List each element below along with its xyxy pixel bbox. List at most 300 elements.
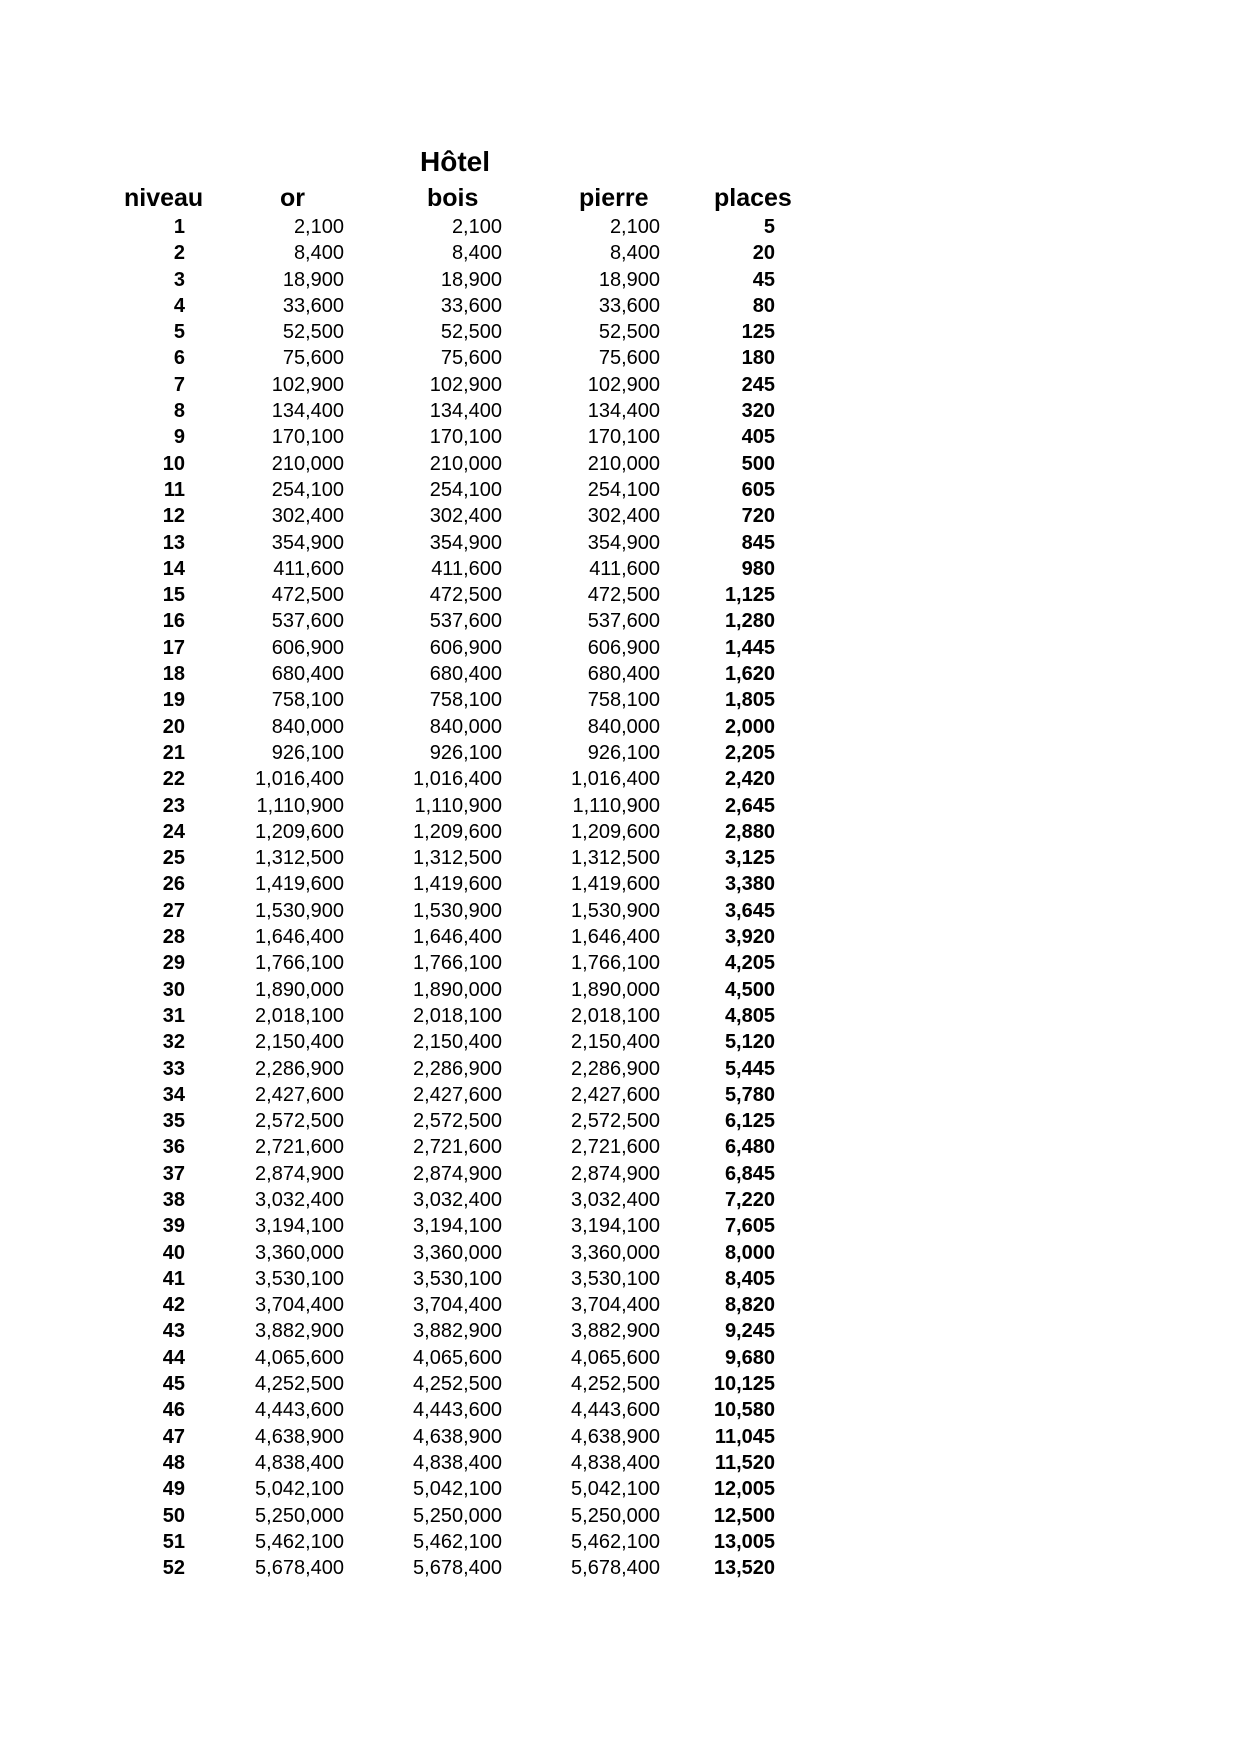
header-bois: bois — [427, 184, 479, 212]
pierre-cell: 2,150,400 — [571, 1031, 660, 1054]
or-cell: 4,838,400 — [255, 1451, 344, 1474]
niveau-cell: 14 — [162, 557, 185, 580]
table-row — [0, 1476, 900, 1502]
table-row — [0, 424, 900, 450]
places-cell: 80 — [752, 294, 775, 317]
table-row — [0, 661, 900, 687]
bois-cell: 2,100 — [451, 216, 502, 238]
niveau-cell: 49 — [162, 1478, 185, 1501]
or-cell: 2,100 — [293, 216, 344, 238]
table-row — [0, 319, 900, 345]
table-row — [0, 1397, 900, 1423]
or-cell: 5,042,100 — [255, 1478, 344, 1501]
bois-cell: 2,721,600 — [413, 1136, 502, 1159]
pierre-cell: 606,900 — [587, 636, 660, 659]
places-cell: 12,500 — [713, 1504, 775, 1527]
or-cell: 3,032,400 — [255, 1188, 344, 1211]
bois-cell: 758,100 — [429, 689, 502, 712]
niveau-cell: 50 — [162, 1504, 185, 1527]
pierre-cell: 75,600 — [598, 347, 660, 370]
or-cell: 2,572,500 — [255, 1110, 344, 1133]
or-cell: 170,100 — [271, 426, 344, 449]
bois-cell: 1,419,600 — [413, 873, 502, 896]
or-cell: 1,766,100 — [255, 952, 344, 975]
niveau-cell: 38 — [162, 1188, 185, 1211]
table-row — [0, 924, 900, 950]
bois-cell: 3,194,100 — [413, 1215, 502, 1238]
pierre-cell: 1,312,500 — [571, 847, 660, 870]
bois-cell: 4,638,900 — [413, 1425, 502, 1448]
places-cell: 6,125 — [724, 1110, 775, 1133]
bois-cell: 3,882,900 — [413, 1320, 502, 1343]
table-row — [0, 556, 900, 582]
table-row — [0, 1266, 900, 1292]
niveau-cell: 2 — [173, 242, 185, 265]
table-row — [0, 530, 900, 556]
places-cell: 6,480 — [724, 1136, 775, 1159]
bois-cell: 411,600 — [431, 557, 502, 580]
or-cell: 3,360,000 — [255, 1241, 344, 1264]
table-row — [0, 1318, 900, 1344]
bois-cell: 537,600 — [429, 610, 502, 633]
places-cell: 1,445 — [724, 636, 775, 659]
or-cell: 18,900 — [282, 268, 344, 291]
pierre-cell: 5,250,000 — [571, 1504, 660, 1527]
or-cell: 2,427,600 — [255, 1083, 344, 1106]
table-row — [0, 1240, 900, 1266]
niveau-cell: 37 — [162, 1162, 185, 1185]
bois-cell: 5,250,000 — [413, 1504, 502, 1527]
or-cell: 3,704,400 — [255, 1294, 344, 1317]
or-cell: 606,900 — [271, 636, 344, 659]
places-cell: 8,000 — [724, 1241, 775, 1264]
bois-cell: 1,312,500 — [413, 847, 502, 870]
table-row — [0, 372, 900, 398]
pierre-cell: 4,065,600 — [571, 1346, 660, 1369]
pierre-cell: 52,500 — [598, 321, 660, 344]
niveau-cell: 19 — [162, 689, 185, 712]
niveau-cell: 40 — [162, 1241, 185, 1264]
table-row — [0, 608, 900, 634]
bois-cell: 5,042,100 — [413, 1478, 502, 1501]
table-row — [0, 503, 900, 529]
or-cell: 2,721,600 — [255, 1136, 344, 1159]
pierre-cell: 8,400 — [609, 242, 660, 265]
niveau-cell: 5 — [173, 321, 185, 344]
places-cell: 500 — [741, 452, 775, 475]
bois-cell: 472,500 — [429, 584, 502, 607]
niveau-cell: 29 — [162, 952, 185, 975]
places-cell: 980 — [741, 557, 775, 580]
table-row — [0, 1108, 900, 1134]
niveau-cell: 1 — [173, 216, 185, 238]
pierre-cell: 4,443,600 — [571, 1399, 660, 1422]
data-table — [0, 214, 900, 1581]
or-cell: 926,100 — [271, 741, 344, 764]
pierre-cell: 1,419,600 — [571, 873, 660, 896]
table-row — [0, 977, 900, 1003]
places-cell: 10,580 — [713, 1399, 775, 1422]
pierre-cell: 4,252,500 — [571, 1373, 660, 1396]
bois-cell: 1,766,100 — [413, 952, 502, 975]
table-row — [0, 1555, 900, 1581]
or-cell: 472,500 — [271, 584, 344, 607]
niveau-cell: 10 — [162, 452, 185, 475]
table-row — [0, 1187, 900, 1213]
table-row — [0, 1056, 900, 1082]
pierre-cell: 1,890,000 — [571, 978, 660, 1001]
header-pierre: pierre — [579, 184, 649, 212]
bois-cell: 102,900 — [429, 373, 502, 396]
pierre-cell: 210,000 — [587, 452, 660, 475]
places-cell: 125 — [741, 321, 775, 344]
places-cell: 845 — [741, 531, 775, 554]
bois-cell: 134,400 — [429, 400, 502, 423]
places-cell: 1,805 — [724, 689, 775, 712]
places-cell: 3,920 — [724, 926, 775, 949]
pierre-cell: 2,572,500 — [571, 1110, 660, 1133]
table-row — [0, 1503, 900, 1529]
bois-cell: 1,530,900 — [413, 899, 502, 922]
bois-cell: 354,900 — [429, 531, 502, 554]
pierre-cell: 2,721,600 — [571, 1136, 660, 1159]
niveau-cell: 43 — [162, 1320, 185, 1343]
pierre-cell: 354,900 — [587, 531, 660, 554]
bois-cell: 606,900 — [429, 636, 502, 659]
table-row — [0, 871, 900, 897]
or-cell: 52,500 — [282, 321, 344, 344]
header-niveau: niveau — [124, 184, 204, 212]
bois-cell: 254,100 — [429, 478, 502, 501]
bois-cell: 1,646,400 — [413, 926, 502, 949]
places-cell: 2,645 — [724, 794, 775, 817]
table-row — [0, 714, 900, 740]
pierre-cell: 4,638,900 — [571, 1425, 660, 1448]
or-cell: 1,890,000 — [255, 978, 344, 1001]
pierre-cell: 3,704,400 — [571, 1294, 660, 1317]
niveau-cell: 20 — [162, 715, 185, 738]
table-row — [0, 1003, 900, 1029]
or-cell: 4,252,500 — [255, 1373, 344, 1396]
places-cell: 2,205 — [724, 741, 775, 764]
table-row — [0, 898, 900, 924]
bois-cell: 1,110,900 — [414, 794, 502, 817]
bois-cell: 4,252,500 — [413, 1373, 502, 1396]
or-cell: 4,638,900 — [255, 1425, 344, 1448]
table-row — [0, 1450, 900, 1476]
places-cell: 320 — [741, 400, 775, 423]
bois-cell: 3,704,400 — [413, 1294, 502, 1317]
niveau-cell: 8 — [173, 400, 185, 423]
niveau-cell: 36 — [162, 1136, 185, 1159]
niveau-cell: 21 — [162, 741, 185, 764]
pierre-cell: 1,530,900 — [571, 899, 660, 922]
or-cell: 2,286,900 — [255, 1057, 344, 1080]
bois-cell: 210,000 — [429, 452, 502, 475]
niveau-cell: 3 — [173, 268, 185, 291]
pierre-cell: 758,100 — [587, 689, 660, 712]
places-cell: 7,220 — [724, 1188, 775, 1211]
pierre-cell: 3,882,900 — [571, 1320, 660, 1343]
table-row — [0, 240, 900, 266]
pierre-cell: 472,500 — [587, 584, 660, 607]
pierre-cell: 1,110,900 — [572, 794, 660, 817]
places-cell: 8,405 — [724, 1267, 775, 1290]
niveau-cell: 11 — [163, 478, 185, 501]
pierre-cell: 18,900 — [598, 268, 660, 291]
places-cell: 1,280 — [724, 610, 775, 633]
places-cell: 10,125 — [713, 1373, 775, 1396]
table-row — [0, 1161, 900, 1187]
pierre-cell: 5,678,400 — [571, 1557, 660, 1580]
bois-cell: 4,443,600 — [413, 1399, 502, 1422]
places-cell: 9,245 — [724, 1320, 775, 1343]
niveau-cell: 33 — [162, 1057, 185, 1080]
niveau-cell: 6 — [173, 347, 185, 370]
bois-cell: 4,838,400 — [413, 1451, 502, 1474]
bois-cell: 302,400 — [429, 505, 502, 528]
bois-cell: 2,572,500 — [413, 1110, 502, 1133]
places-cell: 6,845 — [724, 1162, 775, 1185]
places-cell: 2,880 — [724, 820, 775, 843]
places-cell: 4,500 — [724, 978, 775, 1001]
table-row — [0, 1213, 900, 1239]
or-cell: 102,900 — [271, 373, 344, 396]
table-row — [0, 687, 900, 713]
pierre-cell: 33,600 — [598, 294, 660, 317]
pierre-cell: 3,032,400 — [571, 1188, 660, 1211]
or-cell: 254,100 — [271, 478, 344, 501]
bois-cell: 3,032,400 — [413, 1188, 502, 1211]
pierre-cell: 3,194,100 — [571, 1215, 660, 1238]
table-row — [0, 740, 900, 766]
or-cell: 840,000 — [271, 715, 344, 738]
niveau-cell: 22 — [162, 768, 185, 791]
or-cell: 1,209,600 — [255, 820, 344, 843]
pierre-cell: 302,400 — [587, 505, 660, 528]
places-cell: 4,805 — [724, 1004, 775, 1027]
pierre-cell: 840,000 — [587, 715, 660, 738]
places-cell: 13,005 — [713, 1530, 775, 1553]
places-cell: 3,380 — [724, 873, 775, 896]
places-cell: 2,000 — [724, 715, 775, 738]
or-cell: 134,400 — [271, 400, 344, 423]
or-cell: 2,018,100 — [255, 1004, 344, 1027]
or-cell: 1,312,500 — [255, 847, 344, 870]
places-cell: 245 — [741, 373, 775, 396]
niveau-cell: 16 — [162, 610, 185, 633]
bois-cell: 3,530,100 — [413, 1267, 502, 1290]
bois-cell: 840,000 — [429, 715, 502, 738]
or-cell: 5,678,400 — [255, 1557, 344, 1580]
niveau-cell: 44 — [162, 1346, 185, 1369]
pierre-cell: 2,874,900 — [571, 1162, 660, 1185]
table-row — [0, 819, 900, 845]
pierre-cell: 3,530,100 — [571, 1267, 660, 1290]
places-cell: 8,820 — [724, 1294, 775, 1317]
table-row — [0, 1029, 900, 1055]
niveau-cell: 45 — [162, 1373, 185, 1396]
niveau-cell: 23 — [162, 794, 185, 817]
table-row — [0, 793, 900, 819]
places-cell: 5,780 — [724, 1083, 775, 1106]
pierre-cell: 102,900 — [587, 373, 660, 396]
places-cell: 9,680 — [724, 1346, 775, 1369]
niveau-cell: 7 — [173, 373, 185, 396]
table-row — [0, 345, 900, 371]
table-row — [0, 293, 900, 319]
places-cell: 1,620 — [724, 663, 775, 686]
table-row — [0, 214, 900, 240]
niveau-cell: 48 — [162, 1451, 185, 1474]
places-cell: 12,005 — [713, 1478, 775, 1501]
bois-cell: 5,678,400 — [413, 1557, 502, 1580]
or-cell: 3,530,100 — [255, 1267, 344, 1290]
niveau-cell: 51 — [162, 1530, 185, 1553]
header-or: or — [280, 184, 305, 212]
bois-cell: 5,462,100 — [413, 1530, 502, 1553]
table-row — [0, 635, 900, 661]
places-cell: 20 — [752, 242, 775, 265]
places-cell: 3,645 — [724, 899, 775, 922]
or-cell: 1,419,600 — [255, 873, 344, 896]
header-places: places — [714, 184, 792, 212]
places-cell: 11,520 — [714, 1451, 775, 1474]
table-row — [0, 950, 900, 976]
bois-cell: 680,400 — [429, 663, 502, 686]
pierre-cell: 926,100 — [587, 741, 660, 764]
or-cell: 210,000 — [271, 452, 344, 475]
pierre-cell: 411,600 — [589, 557, 660, 580]
bois-cell: 926,100 — [429, 741, 502, 764]
or-cell: 5,250,000 — [255, 1504, 344, 1527]
places-cell: 605 — [741, 478, 775, 501]
niveau-cell: 17 — [162, 636, 185, 659]
pierre-cell: 170,100 — [587, 426, 660, 449]
niveau-cell: 31 — [162, 1004, 185, 1027]
table-row — [0, 1082, 900, 1108]
or-cell: 1,110,900 — [256, 794, 344, 817]
or-cell: 2,874,900 — [255, 1162, 344, 1185]
table-row — [0, 582, 900, 608]
pierre-cell: 5,462,100 — [571, 1530, 660, 1553]
or-cell: 1,016,400 — [255, 768, 344, 791]
bois-cell: 2,150,400 — [413, 1031, 502, 1054]
bois-cell: 170,100 — [429, 426, 502, 449]
pierre-cell: 5,042,100 — [571, 1478, 660, 1501]
or-cell: 75,600 — [282, 347, 344, 370]
niveau-cell: 13 — [162, 531, 185, 554]
niveau-cell: 39 — [162, 1215, 185, 1238]
pierre-cell: 2,427,600 — [571, 1083, 660, 1106]
pierre-cell: 254,100 — [587, 478, 660, 501]
niveau-cell: 27 — [162, 899, 185, 922]
bois-cell: 4,065,600 — [413, 1346, 502, 1369]
or-cell: 537,600 — [271, 610, 344, 633]
pierre-cell: 1,766,100 — [571, 952, 660, 975]
niveau-cell: 9 — [173, 426, 185, 449]
niveau-cell: 4 — [173, 294, 185, 317]
places-cell: 5 — [763, 216, 775, 238]
bois-cell: 2,874,900 — [413, 1162, 502, 1185]
places-cell: 5,445 — [724, 1057, 775, 1080]
table-row — [0, 1424, 900, 1450]
or-cell: 758,100 — [271, 689, 344, 712]
niveau-cell: 30 — [162, 978, 185, 1001]
or-cell: 5,462,100 — [255, 1530, 344, 1553]
pierre-cell: 134,400 — [587, 400, 660, 423]
niveau-cell: 24 — [162, 820, 185, 843]
bois-cell: 75,600 — [440, 347, 502, 370]
or-cell: 3,882,900 — [255, 1320, 344, 1343]
bois-cell: 8,400 — [451, 242, 502, 265]
or-cell: 4,065,600 — [255, 1346, 344, 1369]
places-cell: 3,125 — [724, 847, 775, 870]
niveau-cell: 35 — [162, 1110, 185, 1133]
or-cell: 2,150,400 — [255, 1031, 344, 1054]
places-cell: 2,420 — [724, 768, 775, 791]
bois-cell: 1,890,000 — [413, 978, 502, 1001]
or-cell: 302,400 — [271, 505, 344, 528]
pierre-cell: 680,400 — [587, 663, 660, 686]
page-title: Hôtel — [420, 146, 490, 177]
niveau-cell: 25 — [162, 847, 185, 870]
table-row — [0, 845, 900, 871]
or-cell: 1,646,400 — [255, 926, 344, 949]
pierre-cell: 1,209,600 — [571, 820, 660, 843]
table-row — [0, 398, 900, 424]
places-cell: 45 — [752, 268, 775, 291]
niveau-cell: 46 — [162, 1399, 185, 1422]
niveau-cell: 41 — [162, 1267, 185, 1290]
niveau-cell: 12 — [162, 505, 185, 528]
table-row — [0, 1134, 900, 1160]
bois-cell: 1,016,400 — [413, 768, 502, 791]
pierre-cell: 4,838,400 — [571, 1451, 660, 1474]
pierre-cell: 2,100 — [609, 216, 660, 238]
or-cell: 33,600 — [282, 294, 344, 317]
pierre-cell: 3,360,000 — [571, 1241, 660, 1264]
table-row — [0, 451, 900, 477]
places-cell: 5,120 — [724, 1031, 775, 1054]
table-row — [0, 267, 900, 293]
niveau-cell: 28 — [162, 926, 185, 949]
or-cell: 3,194,100 — [255, 1215, 344, 1238]
bois-cell: 1,209,600 — [413, 820, 502, 843]
niveau-cell: 32 — [162, 1031, 185, 1054]
places-cell: 13,520 — [713, 1557, 775, 1580]
niveau-cell: 15 — [162, 584, 185, 607]
or-cell: 411,600 — [273, 557, 344, 580]
or-cell: 680,400 — [271, 663, 344, 686]
bois-cell: 2,018,100 — [413, 1004, 502, 1027]
table-row — [0, 1529, 900, 1555]
niveau-cell: 34 — [162, 1083, 185, 1106]
pierre-cell: 1,016,400 — [571, 768, 660, 791]
table-row — [0, 1292, 900, 1318]
niveau-cell: 18 — [162, 663, 185, 686]
table-row — [0, 1371, 900, 1397]
niveau-cell: 47 — [162, 1425, 185, 1448]
niveau-cell: 52 — [162, 1557, 185, 1580]
bois-cell: 33,600 — [440, 294, 502, 317]
niveau-cell: 26 — [162, 873, 185, 896]
places-cell: 4,205 — [724, 952, 775, 975]
places-cell: 180 — [741, 347, 775, 370]
bois-cell: 18,900 — [440, 268, 502, 291]
bois-cell: 2,427,600 — [413, 1083, 502, 1106]
bois-cell: 52,500 — [440, 321, 502, 344]
